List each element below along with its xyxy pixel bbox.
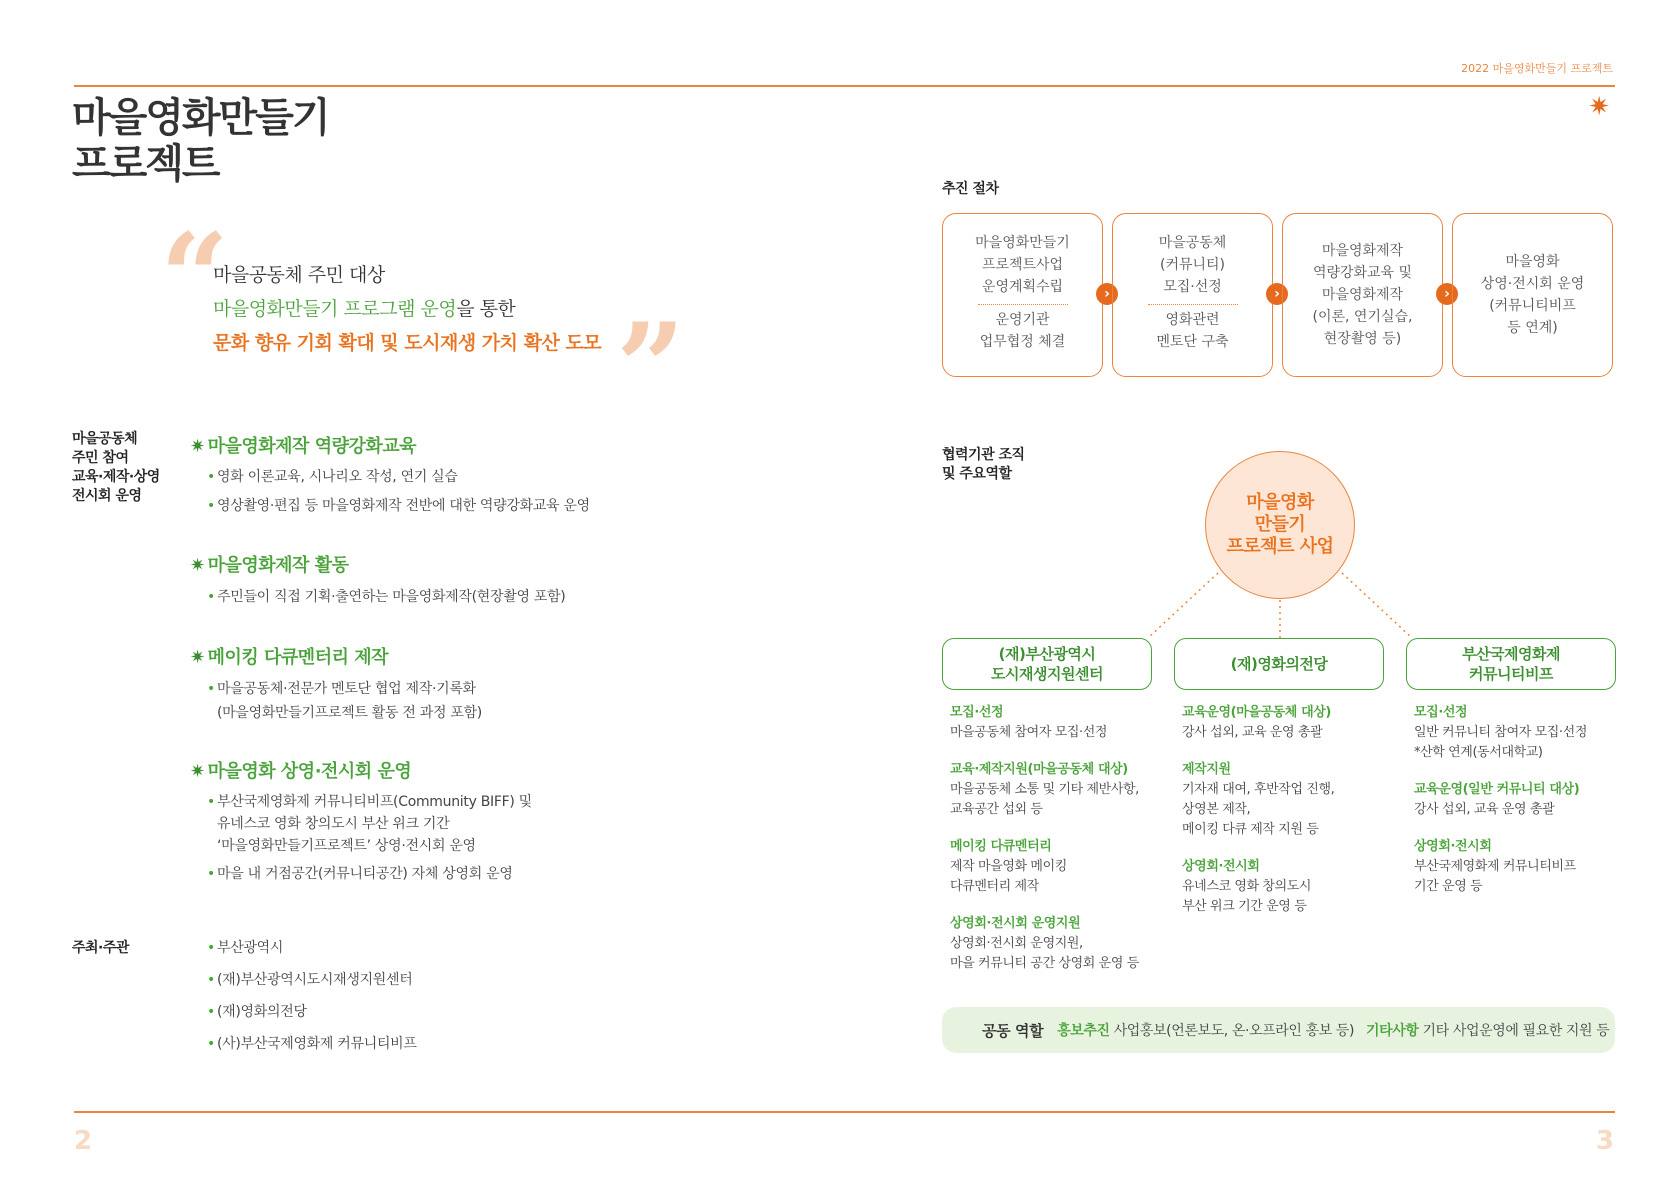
section-bullet-continued: (마을영화만들기프로젝트 활동 전 과정 포함) [217,705,482,721]
role-title: 상영회·전시회 [1414,839,1492,854]
section-title-text: 마을영화 상영·전시회 운영 [207,761,412,782]
center-text: 마을영화 [1246,492,1314,513]
section-title-text: 메이킹 다큐멘터리 제작 [207,647,389,668]
step-text: (커뮤니티) [1159,257,1226,273]
open-quote-icon: “ [160,207,230,348]
role-title: 메이킹 다큐멘터리 [950,839,1052,854]
org-label-line1: 협력기관 조직 [942,447,1025,463]
step-text: 영화관련 [1165,312,1220,328]
role-title: 상영회·전시회 [1182,859,1260,874]
step-text: 멘토단 구축 [1156,334,1229,350]
role-desc: 제작 마을영화 메이킹 [950,859,1067,874]
partner-roles [1182,703,1334,917]
green-star-icon: ✷ [190,555,205,576]
participation-label-line1: 마을공동체 [72,431,138,447]
role-desc: *산학 연계(동서대학교) [1414,745,1543,760]
section-bullet: • 영상촬영·편집 등 마을영화제작 전반에 대한 역량강화교육 운영 [217,495,590,517]
header-project-label: 2022 마을영화만들기 프로젝트 [1461,62,1613,75]
step-text: 운영계획수립 [981,279,1064,295]
section-title-text: 마을영화제작 활동 [207,555,349,576]
common-role-item2-title: 기타사항 [1366,1023,1419,1039]
section-bullet: • 영화 이론교육, 시나리오 작성, 연기 실습 [217,466,458,488]
section-bullet: • 마을공동체·전문가 멘토단 협업 제작·기록화 [217,678,476,700]
step-text: 마을영화제작 [1321,287,1404,303]
step-text: 업무협정 체결 [979,334,1066,350]
partner-box [1406,638,1616,690]
section-bullet-continued: 유네스코 영화 창의도시 부산 위크 기간 [217,816,450,832]
role-title: 상영회·전시회 운영지원 [950,916,1081,931]
quote-line-1: 마을공동체 주민 대상 [213,264,385,286]
host-item: • 부산광역시 [217,937,283,959]
role-desc: 일반 커뮤니티 참여자 모집·선정 [1414,725,1587,740]
partner-box [1174,638,1384,690]
step-text: 운영기관 [995,312,1050,328]
partner-name: 도시재생지원센터 [991,665,1103,683]
connector-left [1148,573,1218,638]
role-desc: 유네스코 영화 창의도시 [1182,879,1312,894]
step-text: 프로젝트사업 [981,257,1064,273]
page-title-line2: 프로젝트 [72,141,219,187]
role-desc: 부산국제영화제 커뮤니티비프 [1414,859,1576,874]
center-project-circle [1205,451,1355,599]
step-text: 상영·전시회 운영 [1480,276,1585,292]
host-item: • (재)부산광역시도시재생지원센터 [217,969,412,991]
host-item: • (사)부산국제영화제 커뮤니티비프 [217,1033,417,1055]
partner-box [942,638,1152,690]
orange-star-icon: ✷ [1588,92,1610,122]
chevron-right-icon: › [1096,283,1118,305]
partner-roles [950,703,1139,974]
common-role-item1-title: 홍보추진 [1057,1023,1110,1039]
quote-line-2-rest: 을 통한 [456,298,516,320]
center-text: 만들기 [1254,514,1306,535]
step-text: 마을영화만들기 [975,235,1070,251]
procedure-label: 추진 절차 [942,181,999,197]
step-text: (이론, 연기실습, [1312,309,1413,325]
org-label-line2: 및 주요역할 [942,466,1012,482]
chevron-right-icon: › [1266,283,1288,305]
role-desc: 마을공동체 소통 및 기타 제반사항, [950,782,1139,797]
page-number-right: 3 [1595,1126,1614,1156]
participation-label-line3: 교육·제작·상영 [72,469,160,485]
role-title: 모집·선정 [1414,705,1468,720]
step-text: 마을영화제작 [1321,243,1404,259]
role-title: 교육운영(일반 커뮤니티 대상) [1414,782,1580,797]
role-desc: 마을 커뮤니티 공간 상영회 운영 등 [950,956,1139,971]
close-quote-icon: ” [616,297,686,438]
role-desc: 부산 위크 기간 운영 등 [1182,899,1307,914]
role-desc: 마을공동체 참여자 모집·선정 [950,725,1108,740]
section-bullet: • 주민들이 직접 기획·출연하는 마을영화제작(현장촬영 포함) [217,586,565,608]
section-title-text: 마을영화제작 역량강화교육 [207,436,417,457]
step-text: (커뮤니티비프 [1489,298,1576,314]
participation-label-line2: 주민 참여 [72,450,129,466]
chevron-right-icon: › [1436,283,1458,305]
participation-label-line4: 전시회 운영 [72,488,142,504]
partner-roles [1414,703,1587,897]
section-bullet: • 마을 내 거점공간(커뮤니티공간) 자체 상영회 운영 [217,863,513,885]
role-desc: 상영본 제작, [1182,802,1251,817]
step-text: 현장촬영 등) [1323,331,1402,347]
role-desc: 다큐멘터리 제작 [950,879,1039,894]
section-bullet: • 부산국제영화제 커뮤니티비프(Community BIFF) 및 [217,791,532,813]
role-title: 교육운영(마을공동체 대상) [1182,705,1331,720]
role-desc: 메이킹 다큐 제작 지원 등 [1182,822,1319,837]
connector-right [1342,573,1412,638]
common-role-item1-desc: 사업홍보(언론보도, 온·오프라인 홍보 등) [1113,1023,1355,1039]
common-role-label: 공동 역할 [982,1021,1044,1040]
host-item: • (재)영화의전당 [217,1001,307,1023]
role-desc: 상영회·전시회 운영지원, [950,936,1083,951]
common-role-item2-desc: 기타 사업운영에 필요한 지원 등 [1422,1023,1610,1039]
page-number-left: 2 [74,1126,93,1156]
quote-line-2-highlight: 마을영화만들기 프로그램 운영 [213,298,457,320]
center-text: 프로젝트 사업 [1226,536,1334,557]
green-star-icon: ✷ [190,761,205,782]
role-title: 교육·제작지원(마을공동체 대상) [950,762,1128,777]
role-desc: 교육공간 섭외 등 [950,802,1043,817]
partner-name: 부산국제영화제 [1462,645,1560,663]
hosts-label: 주최·주관 [72,940,129,956]
role-desc: 기간 운영 등 [1414,879,1483,894]
step-text: 모집·선정 [1163,279,1222,295]
partner-name: (재)부산광역시 [998,645,1096,663]
step-text: 마을공동체 [1158,235,1227,251]
green-star-icon: ✷ [190,647,205,668]
role-desc: 기자재 대여, 후반작업 진행, [1182,782,1335,797]
role-title: 제작지원 [1182,762,1231,777]
role-desc: 강사 섭외, 교육 운영 총괄 [1414,802,1555,817]
role-desc: 강사 섭외, 교육 운영 총괄 [1182,725,1323,740]
section-bullet-continued: ‘마을영화만들기프로젝트’ 상영·전시회 운영 [217,838,476,854]
partner-name: 커뮤니티비프 [1469,665,1553,683]
step-text: 마을영화 [1505,254,1560,270]
partner-name: (재)영화의전당 [1230,655,1328,673]
common-role-bar [942,1007,1615,1053]
green-star-icon: ✷ [190,436,205,457]
step-text: 역량강화교육 및 [1312,265,1413,281]
quote-line-3: 문화 향유 기회 확대 및 도시재생 가치 확산 도모 [213,332,602,354]
page-title-line1: 마을영화만들기 [72,95,329,141]
role-title: 모집·선정 [950,705,1004,720]
step-text: 등 연계) [1507,320,1558,336]
